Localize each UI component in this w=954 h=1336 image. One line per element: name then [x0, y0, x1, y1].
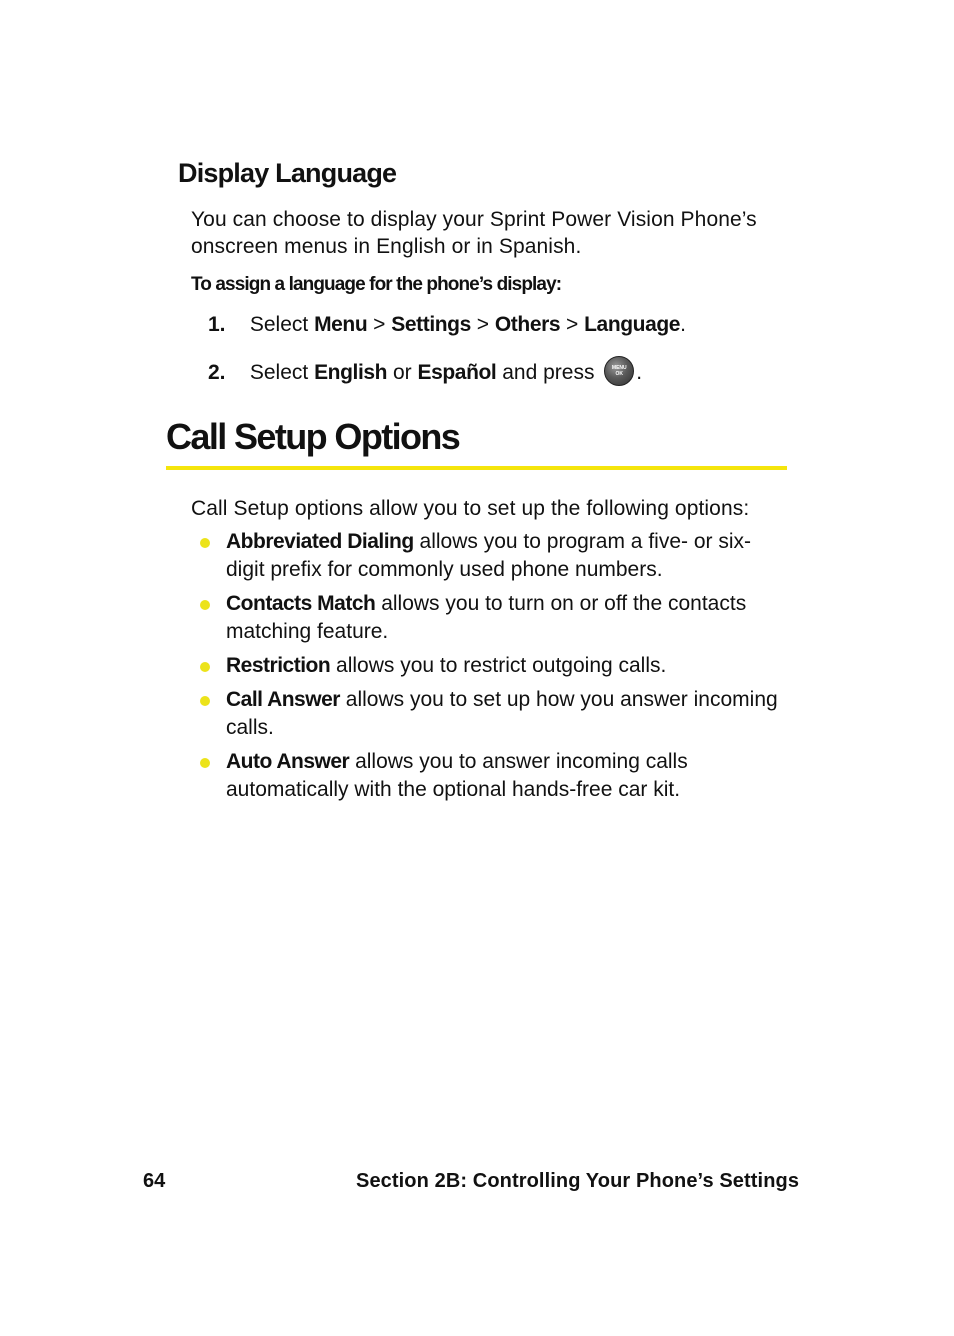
option-description: allows you to turn on or off the contacts matching feature.	[226, 592, 747, 643]
section-title: Call Setup Options	[166, 416, 460, 457]
footer-section-title: Section 2B: Controlling Your Phone’s Settings	[356, 1170, 800, 1192]
option-term: Contacts Match	[226, 592, 376, 615]
others-term: Others	[494, 313, 561, 336]
page-number: 64	[143, 1170, 166, 1192]
option-term: Call Answer	[226, 688, 340, 711]
menu-ok-key-icon	[604, 356, 634, 386]
step-number: 1.	[208, 313, 226, 336]
separator: >	[373, 313, 386, 336]
option-term: Restriction	[226, 654, 331, 677]
bullet-icon	[200, 600, 210, 610]
period: .	[636, 361, 643, 384]
call-setup-intro: Call Setup options allow you to set up the following options:	[191, 497, 750, 520]
list-item	[198, 686, 788, 742]
call-setup-options-list	[198, 528, 788, 810]
espanol-term: Español	[417, 361, 497, 384]
step-1	[208, 311, 686, 338]
menu-term: Menu	[314, 313, 368, 336]
title-rule	[166, 466, 787, 470]
list-item	[198, 652, 788, 680]
bullet-icon	[200, 662, 210, 672]
period: .	[680, 313, 686, 336]
procedure-heading: To assign a language for the phone’s display:	[191, 274, 562, 295]
settings-term: Settings	[391, 313, 471, 336]
step-2	[208, 356, 642, 386]
list-item	[198, 748, 788, 804]
separator: >	[476, 313, 490, 336]
option-description: allows you to answer incoming calls automatically with the optional hands-free car kit.	[226, 750, 688, 801]
step-text: Select	[249, 313, 309, 336]
display-language-intro: You can choose to display your Sprint Power Vision Phone’s onscreen menus in English or in Spanish.	[191, 208, 757, 258]
separator: >	[566, 313, 579, 336]
display-language-heading: Display Language	[178, 158, 397, 188]
language-term: Language	[584, 313, 681, 336]
option-description: allows you to program a five- or six-digit prefix for commonly used phone numbers.	[226, 530, 751, 581]
step-number: 2.	[208, 361, 226, 384]
list-item	[198, 528, 788, 584]
option-description: allows you to restrict outgoing calls.	[336, 654, 667, 677]
menu-ok-label-top: MENU	[611, 365, 627, 371]
list-item	[198, 590, 788, 646]
english-term: English	[314, 361, 388, 384]
step-text: or	[392, 361, 412, 384]
bullet-icon	[200, 758, 210, 768]
option-term: Auto Answer	[226, 750, 350, 773]
option-description: allows you to set up how you answer incoming calls.	[226, 688, 778, 739]
step-text: Select	[249, 361, 309, 384]
bullet-icon	[200, 538, 210, 548]
step-text: and press	[502, 361, 595, 384]
option-term: Abbreviated Dialing	[226, 530, 414, 553]
bullet-icon	[200, 696, 210, 706]
menu-ok-label-bottom: OK	[615, 371, 624, 377]
